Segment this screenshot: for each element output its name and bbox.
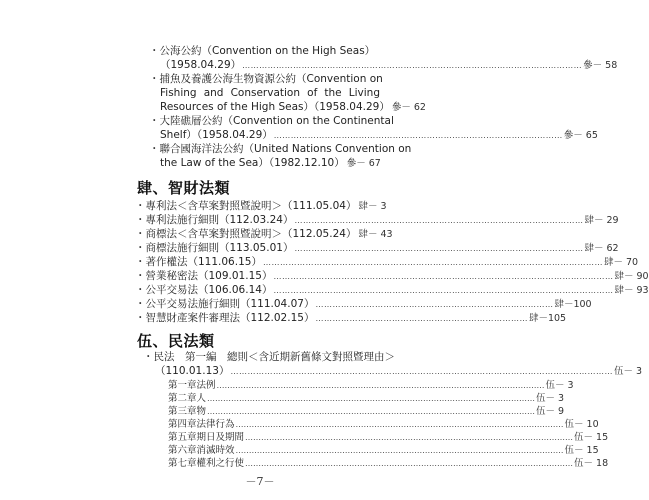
leader-dots: ………………………………………………………………………………………… xyxy=(273,131,563,140)
toc-title: Resources of the High Seas）（1958.04.29） xyxy=(160,101,390,113)
leader-dots: ………………………………………………………………………………………………………… xyxy=(262,258,603,267)
toc-line: ・民法 第一編 總則＜含近期新舊條文對照暨理由＞ xyxy=(143,351,395,363)
page-number: 伍－ 15 xyxy=(574,432,609,443)
toc-title: ・專利法＜含草案對照暨說明＞（111.05.04） xyxy=(135,200,357,212)
page-number: 參－ 62 xyxy=(391,102,426,113)
toc-entry[interactable] xyxy=(135,311,567,326)
toc-entry[interactable] xyxy=(135,241,619,256)
chapter-number: 第六章 xyxy=(168,445,197,456)
toc-entry[interactable] xyxy=(160,128,598,143)
chapter-title: 法例 xyxy=(196,380,216,391)
page-number: 肆－ 43 xyxy=(358,229,393,240)
toc-entry[interactable] xyxy=(135,283,649,298)
page-number: 肆－ 90 xyxy=(614,271,649,282)
toc-line: ・大陸礁層公約（Convention on the Continental xyxy=(149,115,394,127)
page-number: 參－ 58 xyxy=(583,60,618,71)
leader-dots: …………………………………………………………………………………………………………… xyxy=(207,394,536,403)
chapter-title: 消滅時效 xyxy=(196,445,235,456)
chapter-number: 第二章 xyxy=(168,393,197,404)
toc-line: ・捕魚及養護公海生物資源公約（Convention on xyxy=(149,73,383,85)
page-number: 參－ 67 xyxy=(346,158,381,169)
leader-dots: ………………………………………………………………………………………… xyxy=(294,216,584,225)
toc-title: ・智慧財產案件審理法（112.02.15） xyxy=(135,312,315,324)
section-heading: 肆、智財法類 xyxy=(137,179,231,197)
toc-title: （1958.04.29） xyxy=(160,59,242,71)
page-footer-number: －7－ xyxy=(245,475,275,488)
chapter-number: 第七章 xyxy=(168,458,197,469)
toc-line: ・公海公約（Convention on the High Seas） xyxy=(149,45,376,57)
section-heading: 伍、民法類 xyxy=(137,332,215,350)
leader-dots: …………………………………………………………………………………………………………… xyxy=(207,407,536,416)
chapter-number: 第一章 xyxy=(168,380,197,391)
chapter-title: 法律行為 xyxy=(196,419,235,430)
toc-entry[interactable] xyxy=(135,213,619,228)
chapter-entry[interactable] xyxy=(168,379,574,392)
toc-title: ・公平交易法施行細則（111.04.07） xyxy=(135,298,315,310)
page-number: 伍－ 18 xyxy=(574,458,609,469)
page-number: 伍－ 3 xyxy=(536,393,565,404)
chapter-entry[interactable] xyxy=(168,444,599,457)
leader-dots: ………………………………………………………………… xyxy=(315,314,528,323)
leader-dots: …………………………………………………………………………………………………………… xyxy=(235,446,564,455)
page-number: 伍－ 3 xyxy=(545,380,574,391)
page-number: 參－ 65 xyxy=(563,130,598,141)
toc-title: ・營業秘密法（109.01.15） xyxy=(135,270,273,282)
page-number: 肆－105 xyxy=(528,313,567,324)
page-number: 肆－ 3 xyxy=(358,201,387,212)
page-number: 肆－ 29 xyxy=(584,215,619,226)
toc-entry[interactable] xyxy=(155,364,643,379)
leader-dots: ………………………………………………………………………………………………………… xyxy=(273,286,614,295)
leader-dots: ………………………………………………………………………………………………………… xyxy=(273,272,614,281)
toc-entry[interactable] xyxy=(160,100,426,115)
leader-dots: …………………………………………………………………………………………………………… xyxy=(235,420,564,429)
toc-entry[interactable] xyxy=(135,227,393,242)
leader-dots: ………………………………………………………………………… xyxy=(315,300,554,309)
page-number: 伍－ 9 xyxy=(536,406,565,417)
chapter-title: 權利之行使 xyxy=(196,458,245,469)
chapter-title: 人 xyxy=(196,393,207,404)
leader-dots: …………………………………………………………………………………………………………… xyxy=(245,459,574,468)
toc-title: ・著作權法（111.06.15） xyxy=(135,256,262,268)
chapter-entry[interactable] xyxy=(168,457,609,470)
chapter-number: 第三章 xyxy=(168,406,197,417)
toc-entry[interactable] xyxy=(160,156,381,171)
toc-entry[interactable] xyxy=(135,199,387,214)
chapter-title: 物 xyxy=(196,406,207,417)
page-number: 伍－ 10 xyxy=(564,419,599,430)
toc-title: ・商標法施行細則（113.05.01） xyxy=(135,242,294,254)
leader-dots: ………………………………………………………………………………………………………… xyxy=(242,61,583,70)
chapter-entry[interactable] xyxy=(168,431,609,444)
chapter-number: 第五章 xyxy=(168,432,197,443)
page-number: 伍－ 15 xyxy=(564,445,599,456)
toc-entry[interactable] xyxy=(160,58,618,73)
leader-dots: …………………………………………………………………………………………………………… xyxy=(216,381,545,390)
toc-title: ・公平交易法（106.06.14） xyxy=(135,284,273,296)
toc-title: ・商標法＜含草案對照暨說明＞（112.05.24） xyxy=(135,228,357,240)
chapter-entry[interactable] xyxy=(168,418,599,431)
toc-title: （110.01.13） xyxy=(155,365,230,377)
toc-line: Fishing and Conservation of the Living xyxy=(160,87,380,99)
page-number: 伍－ 3 xyxy=(613,366,643,377)
toc-line: ・聯合國海洋法公約（United Nations Convention on xyxy=(149,143,412,155)
chapter-entry[interactable] xyxy=(168,392,565,405)
leader-dots: ……………………………………………………………………………………………………………………… xyxy=(230,367,613,376)
page-number: 肆－ 93 xyxy=(614,285,649,296)
toc-entry[interactable] xyxy=(135,269,649,284)
chapter-entry[interactable] xyxy=(168,405,565,418)
toc-title: the Law of the Sea）（1982.12.10） xyxy=(160,157,345,169)
toc-entry[interactable] xyxy=(135,255,639,270)
chapter-number: 第四章 xyxy=(168,419,197,430)
chapter-title: 期日及期間 xyxy=(196,432,245,443)
page-number: 肆－ 70 xyxy=(603,257,639,268)
toc-title: Shelf）（1958.04.29） xyxy=(160,129,273,141)
leader-dots: …………………………………………………………………………………………………………… xyxy=(245,433,574,442)
page-number: 肆－ 62 xyxy=(584,243,619,254)
leader-dots: ………………………………………………………………………………………… xyxy=(294,244,584,253)
toc-entry[interactable] xyxy=(135,297,592,312)
page-number: 肆－100 xyxy=(554,299,592,310)
toc-title: ・專利法施行細則（112.03.24） xyxy=(135,214,294,226)
